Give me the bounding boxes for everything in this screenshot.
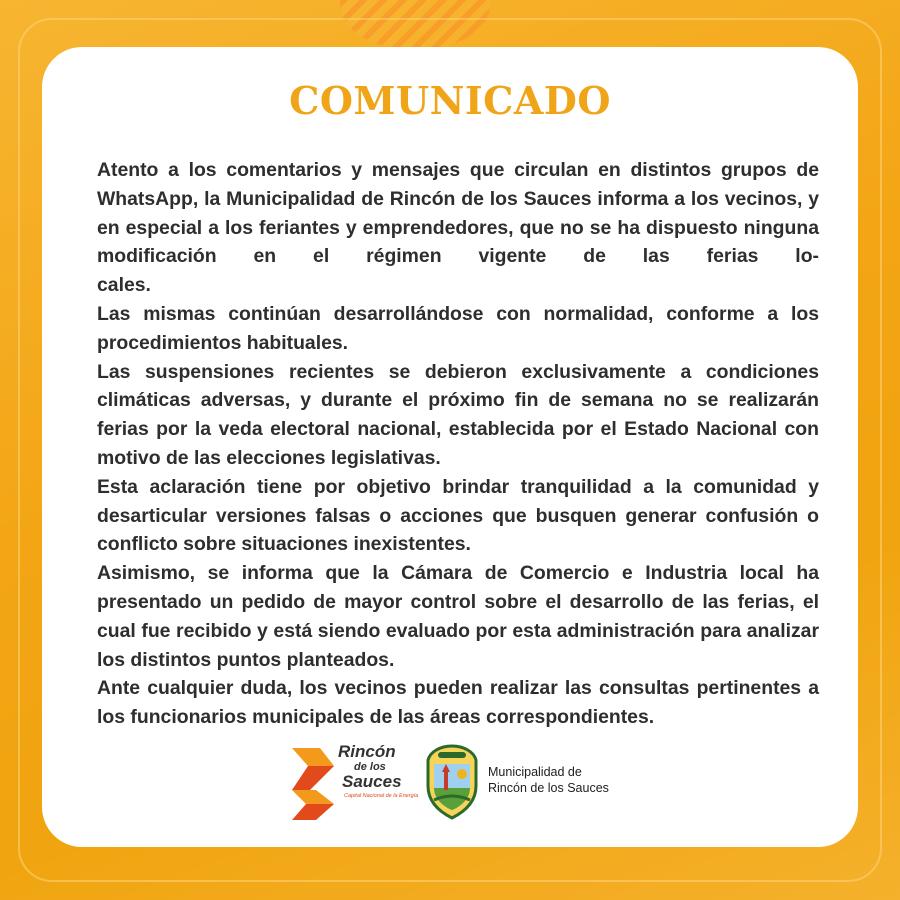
paragraph-1: Atento a los comentarios y mensajes que circulan en distintos grupos de WhatsApp, la Municipalidad de Rincón de los Sauces informa a los vecinos, y en especial a los feriantes y emprendedores, que no se ha dispuesto ninguna modificación en el régimen vigente de las ferias lo- bbox=[97, 159, 819, 268]
rincon-logo-word1: Rincón bbox=[338, 742, 396, 761]
paragraph-4: Esta aclaración tiene por objetivo brindar tranquilidad a la comunidad y desarticular versiones falsas o acciones que busquen generar confusión o conflicto sobre situaciones inexistentes. bbox=[97, 475, 819, 556]
municipality-name-line2: Rincón de los Sauces bbox=[488, 781, 609, 795]
rincon-logo-tagline: Capital Nacional de la Energía bbox=[344, 793, 419, 799]
page-title: COMUNICADO bbox=[289, 78, 611, 123]
paragraph-1-end: cales. bbox=[97, 274, 151, 297]
rincon-de-los-sauces-logo bbox=[290, 742, 420, 822]
footer-logos bbox=[290, 742, 630, 822]
municipality-name-line1: Municipalidad de bbox=[488, 765, 582, 779]
paragraph-5: Asimismo, se informa que la Cámara de Comercio e Industria local ha presentado un pedido de mayor control sobre el desarrollo de las ferias, el cual fue recibido y está siendo evaluado por esta administración para analizar los distintos puntos planteados. bbox=[97, 562, 819, 671]
paragraph-3: Las suspensiones recientes se debieron exclusivamente a condiciones climáticas adversas, y durante el próximo fin de semana no se realizarán ferias por la veda electoral nacional, establecida por el Estado Nacional con motivo de las elecciones legislativas. bbox=[97, 360, 819, 469]
rincon-chevron-icon bbox=[290, 744, 340, 820]
rincon-logo-word2: de los bbox=[354, 761, 386, 773]
rincon-logo-word3: Sauces bbox=[342, 772, 402, 791]
announcement-body bbox=[97, 156, 819, 732]
municipal-shield-icon bbox=[424, 742, 480, 822]
paragraph-2: Las mismas continúan desarrollándose con normalidad, conforme a los procedimientos habituales. bbox=[97, 302, 819, 354]
paragraph-6: Ante cualquier duda, los vecinos pueden realizar las consultas pertinentes a los funcionarios municipales de las áreas correspondientes. bbox=[97, 677, 819, 729]
municipality-name bbox=[488, 764, 628, 796]
